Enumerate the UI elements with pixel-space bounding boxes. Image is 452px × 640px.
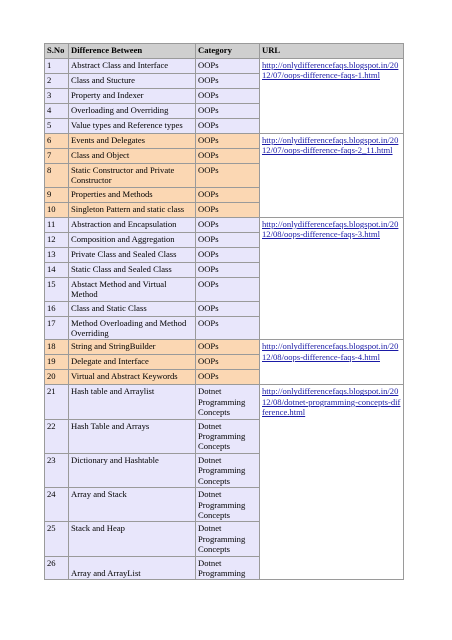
row-number: 1 — [45, 59, 69, 74]
row-number: 12 — [45, 232, 69, 247]
row-difference: Private Class and Sealed Class — [69, 247, 196, 262]
row-number: 19 — [45, 355, 69, 370]
header-url: URL — [260, 44, 404, 59]
row-difference: String and StringBuilder — [69, 340, 196, 355]
row-category: OOPs — [196, 301, 260, 316]
url-cell-group-4 — [260, 340, 404, 385]
row-category: Dotnet Programming Concepts — [196, 385, 260, 419]
row-number: 16 — [45, 301, 69, 316]
row-number: 22 — [45, 419, 69, 453]
row-difference: Singleton Pattern and static class — [69, 202, 196, 217]
row-difference: Hash table and Arraylist — [69, 385, 196, 419]
row-difference: Abstract Class and Interface — [69, 59, 196, 74]
url-cell-group-2 — [260, 134, 404, 218]
row-difference: Composition and Aggregation — [69, 232, 196, 247]
row-number: 18 — [45, 340, 69, 355]
row-difference: Hash Table and Arrays — [69, 419, 196, 453]
row-number: 24 — [45, 488, 69, 522]
row-number: 4 — [45, 104, 69, 119]
row-difference: Properties and Methods — [69, 187, 196, 202]
row-difference: Delegate and Interface — [69, 355, 196, 370]
row-category: OOPs — [196, 247, 260, 262]
row-difference: Array and Stack — [69, 488, 196, 522]
row-number: 14 — [45, 262, 69, 277]
row-category: OOPs — [196, 74, 260, 89]
table-row — [45, 59, 404, 74]
table-row — [45, 385, 404, 419]
row-category: Dotnet Programming Concepts — [196, 488, 260, 522]
row-category: OOPs — [196, 370, 260, 385]
row-difference: Dictionary and Hashtable — [69, 453, 196, 487]
row-category: OOPs — [196, 119, 260, 134]
url-link-group-3[interactable]: http://onlydifferencefaqs.blogspot.in/2012/08/oops-difference-faqs-3.html — [262, 218, 399, 240]
row-category: OOPs — [196, 277, 260, 301]
url-cell-group-1 — [260, 59, 404, 134]
header-sno: S.No — [45, 44, 69, 59]
row-category: OOPs — [196, 340, 260, 355]
row-number: 9 — [45, 187, 69, 202]
row-category: OOPs — [196, 232, 260, 247]
row-number: 25 — [45, 522, 69, 556]
row-difference: Stack and Heap — [69, 522, 196, 556]
row-category: Dotnet Programming Concepts — [196, 522, 260, 556]
row-difference: Overloading and Overriding — [69, 104, 196, 119]
row-difference: Array and ArrayList — [69, 556, 196, 580]
row-difference: Static Class and Sealed Class — [69, 262, 196, 277]
row-number: 5 — [45, 119, 69, 134]
row-category: OOPs — [196, 149, 260, 164]
row-number: 10 — [45, 202, 69, 217]
table-header-row — [45, 44, 404, 59]
row-difference: Abstact Method and Virtual Method — [69, 277, 196, 301]
url-link-group-5[interactable]: http://onlydifferencefaqs.blogspot.in/2012/08/dotnet-programming-concepts-difference.html — [262, 386, 401, 418]
row-difference: Value types and Reference types — [69, 119, 196, 134]
row-number: 17 — [45, 316, 69, 340]
row-difference: Abstraction and Encapsulation — [69, 217, 196, 232]
row-category: OOPs — [196, 262, 260, 277]
row-category: OOPs — [196, 164, 260, 188]
row-number: 7 — [45, 149, 69, 164]
header-difference: Difference Between — [69, 44, 196, 59]
table-row — [45, 340, 404, 355]
row-category: OOPs — [196, 355, 260, 370]
row-difference: Static Constructor and Private Constructor — [69, 164, 196, 188]
row-category: OOPs — [196, 59, 260, 74]
row-difference: Virtual and Abstract Keywords — [69, 370, 196, 385]
row-number: 3 — [45, 89, 69, 104]
row-number: 20 — [45, 370, 69, 385]
row-category: OOPs — [196, 316, 260, 340]
row-number: 8 — [45, 164, 69, 188]
row-difference: Class and Object — [69, 149, 196, 164]
difference-faq-table — [44, 43, 404, 580]
row-number: 15 — [45, 277, 69, 301]
url-link-group-1[interactable]: http://onlydifferencefaqs.blogspot.in/2012/07/oops-difference-faqs-1.html — [262, 60, 399, 81]
row-category: OOPs — [196, 89, 260, 104]
row-category: Dotnet Programming Concepts — [196, 453, 260, 487]
row-category: OOPs — [196, 134, 260, 149]
url-cell-group-5 — [260, 385, 404, 580]
row-category: OOPs — [196, 202, 260, 217]
row-category: OOPs — [196, 217, 260, 232]
row-number: 2 — [45, 74, 69, 89]
header-category: Category — [196, 44, 260, 59]
row-difference: Class and Stucture — [69, 74, 196, 89]
row-difference: Class and Static Class — [69, 301, 196, 316]
row-category: Dotnet Programming Concepts — [196, 419, 260, 453]
row-number: 23 — [45, 453, 69, 487]
url-link-group-4[interactable]: http://onlydifferencefaqs.blogspot.in/2012/08/oops-difference-faqs-4.html — [262, 341, 399, 362]
table-row — [45, 134, 404, 149]
row-number: 11 — [45, 217, 69, 232]
url-link-group-2[interactable]: http://onlydifferencefaqs.blogspot.in/2012/07/oops-difference-faqs-2_11.html — [262, 135, 399, 156]
row-number: 21 — [45, 385, 69, 419]
table-row — [45, 217, 404, 232]
row-number: 26 — [45, 556, 69, 580]
row-difference: Method Overloading and Method Overriding — [69, 316, 196, 340]
row-number: 6 — [45, 134, 69, 149]
row-difference: Events and Delegates — [69, 134, 196, 149]
row-difference: Property and Indexer — [69, 89, 196, 104]
row-category: Dotnet Programming — [196, 556, 260, 580]
row-number: 13 — [45, 247, 69, 262]
row-category: OOPs — [196, 104, 260, 119]
url-cell-group-3 — [260, 217, 404, 340]
row-category: OOPs — [196, 187, 260, 202]
